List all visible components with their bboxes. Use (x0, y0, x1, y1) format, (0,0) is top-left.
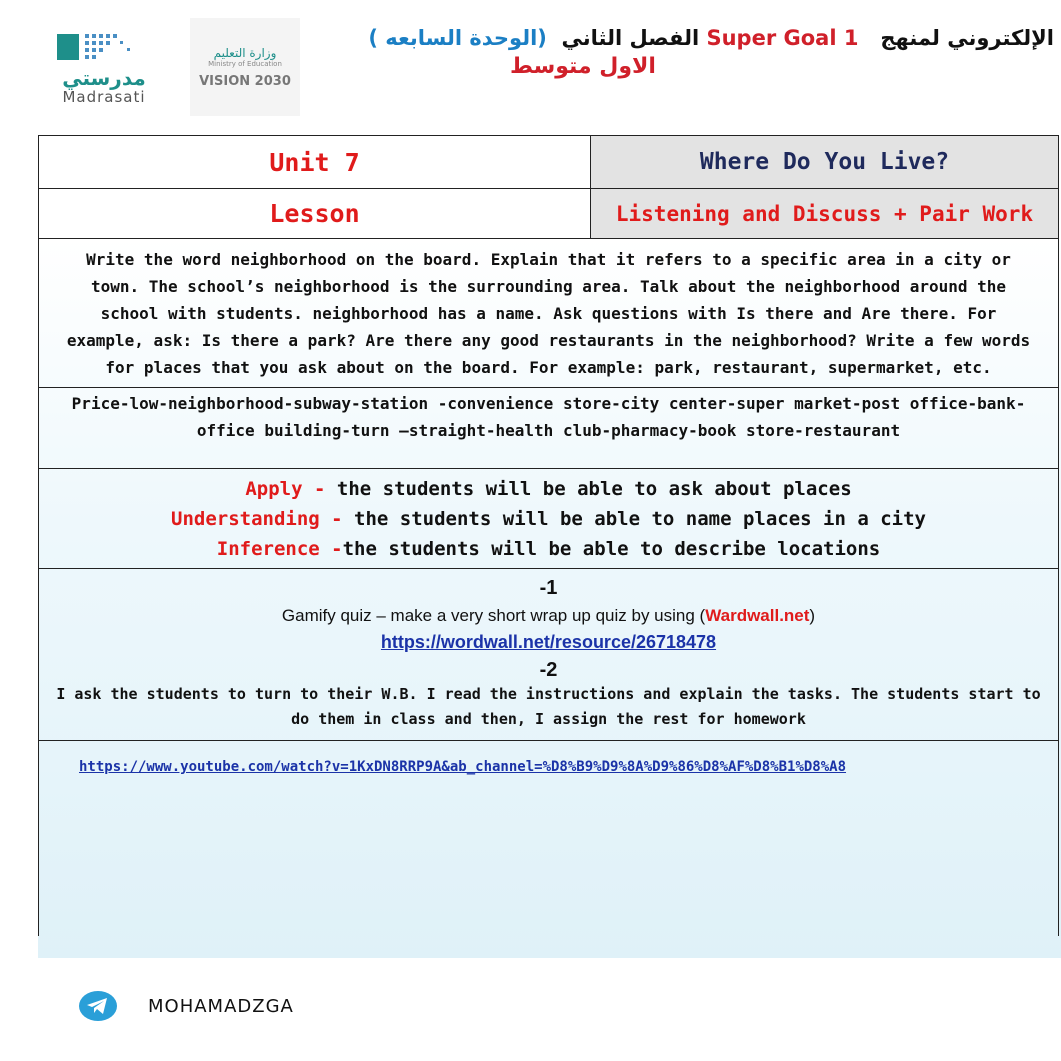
warm-up-text: Write the word neighborhood on the board. Explain that it refers to a specific area in a city or town. The school’s neighborhood is the surrounding area. Talk about the neighborhood around the school with students. neighborhood has a name. Ask questions with Is there and Are there. For example, ask: Is there a park? Are there any good restaurants in the neighborhood? Write a few words for places that you ask about on the board. For example: park, restaurant, supermarket, etc. (39, 239, 1059, 388)
objective-level: Inference (216, 537, 320, 560)
objective-level: Apply (245, 477, 303, 500)
objective-level: Understanding (171, 507, 320, 530)
objective-understanding: Understanding - the students will be able to name places in a city (171, 507, 926, 530)
document-header (320, 26, 1056, 79)
ministry-en-text: Ministry of Education (208, 59, 282, 68)
step-2-number: -2 (539, 659, 558, 681)
lesson-label: Lesson (39, 189, 591, 239)
telegram-icon (78, 990, 118, 1022)
step-1-text (39, 606, 1058, 626)
objective-text: the students will be able to name places in a city (354, 507, 926, 530)
header-text-1: الإلكتروني لمنهج (880, 26, 1054, 50)
madrasati-arabic-text: مدرستي (62, 66, 146, 90)
ministry-logo (190, 18, 300, 116)
madrasati-logo (45, 18, 163, 116)
objective-text: the students will be able to describe locations (342, 537, 881, 560)
step-1-desc: Gamify quiz – make a very short wrap up quiz by using ( (281, 606, 706, 625)
procedure (39, 569, 1059, 741)
vision-2030-text: VISION 2030 (199, 73, 291, 89)
lesson-plan-table (38, 135, 1059, 936)
madrasati-english-text: Madrasati (62, 88, 146, 106)
unit-title: Where Do You Live? (591, 136, 1059, 189)
ministry-text: وزارة التعليم (213, 45, 277, 60)
lesson-title: Listening and Discuss + Pair Work (591, 189, 1059, 239)
objective-inference: Inference -the students will be able to describe locations (216, 537, 881, 560)
footer (78, 990, 294, 1022)
step-2-text: I ask the students to turn to their W.B. I read the instructions and explain the tasks. The students start to do them in class and then, I assign the rest for homework (56, 685, 1041, 728)
header-unit: (الوحدة السابعه ) (368, 26, 547, 50)
youtube-link[interactable]: https://www.youtube.com/watch?v=1KxDN8RRP9A&ab_channel=%D8%B9%D9%8A%D9%86%D8%AF%D8%B1%D8%A8 (79, 759, 847, 775)
header-text-2: الفصل الثاني (561, 26, 700, 50)
wordwall-name: Wardwall.net (705, 606, 810, 625)
step-1-number: -1 (539, 577, 558, 599)
header-grade: الاول متوسط (510, 54, 656, 79)
header-brand: Super Goal 1 (706, 26, 859, 50)
objective-apply: Apply - the students will be able to ask about places (245, 477, 852, 500)
vocabulary-list: Price-low-neighborhood-subway-station -convenience store-city center-super market-post office-bank-office building-turn –straight-health club-pharmacy-book store-restaurant (39, 388, 1059, 469)
objective-text: the students will be able to ask about places (336, 477, 852, 500)
objectives (39, 469, 1059, 569)
wordwall-link[interactable]: https://wordwall.net/resource/26718478 (380, 632, 717, 652)
telegram-handle: MOHAMADZGA (148, 995, 294, 1017)
paren: ) (809, 606, 816, 625)
unit-label: Unit 7 (39, 136, 591, 189)
madrasati-book-icon (49, 28, 159, 68)
